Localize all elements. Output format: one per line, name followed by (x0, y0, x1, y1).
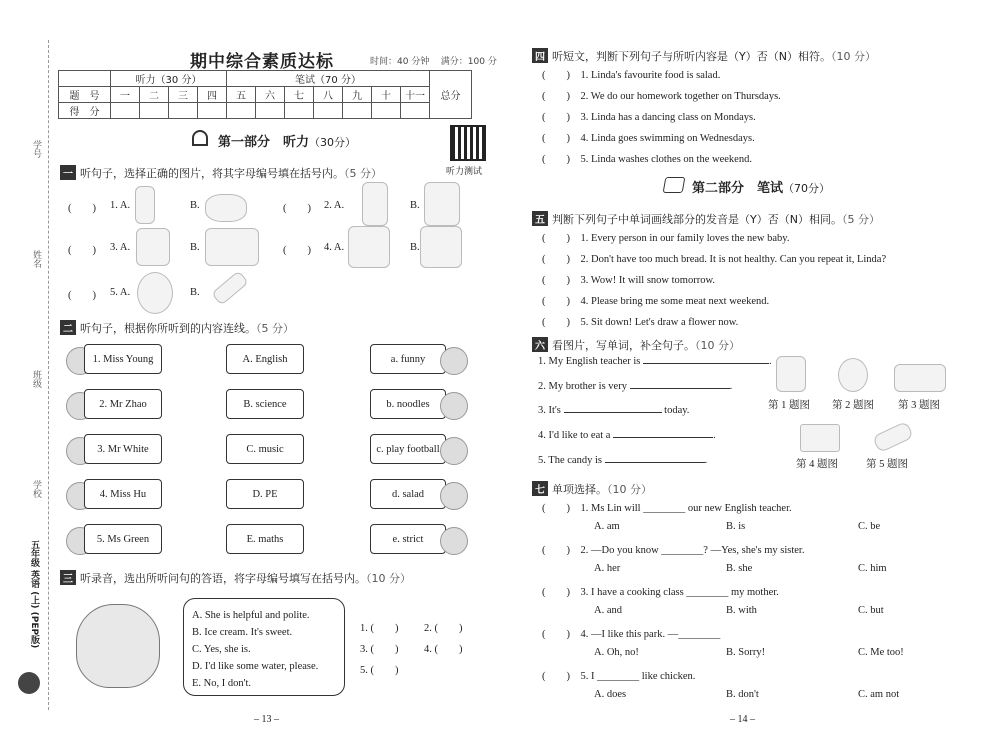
candy-icon (872, 421, 914, 453)
fill-blank[interactable] (613, 437, 713, 438)
fill-item (538, 455, 707, 466)
choice-question[interactable]: ( ) 3. I have a cooking class ________ my mother. (542, 587, 779, 598)
listening-header: 听力（30 分） (111, 71, 227, 87)
choice-option[interactable]: A. does (594, 689, 627, 700)
judge-item[interactable]: ( ) 4. Please bring me some meat next weekend. (542, 296, 770, 307)
judge-item[interactable]: ( ) 5. Linda washes clothes on the weekend. (542, 154, 752, 165)
section-7-heading (532, 481, 652, 497)
score-cell[interactable] (111, 103, 140, 119)
fill-item (538, 356, 772, 367)
qr-code-icon[interactable] (450, 125, 486, 161)
written-header: 笔试（70 分） (227, 71, 430, 87)
answer-paren[interactable]: ( ) (68, 245, 96, 256)
choice-option[interactable]: C. Me too! (858, 647, 904, 658)
match-left-item[interactable]: 4. Miss Hu (84, 479, 162, 509)
match-left-item[interactable]: 2. Mr Zhao (84, 389, 162, 419)
question-number: 七 (285, 87, 314, 103)
page-title: 期中综合素质达标 (190, 52, 334, 72)
match-middle-item[interactable]: C. music (226, 434, 304, 464)
question-text: 5. I ________ like chicken. (580, 671, 696, 682)
fill-blank[interactable] (564, 412, 662, 413)
judge-text: 5. Sit down! Let's draw a flower now. (580, 317, 739, 328)
girl-tv-icon (205, 228, 259, 266)
question-text: 3. I have a cooking class ________ my mother. (580, 587, 779, 598)
score-cell[interactable] (169, 103, 198, 119)
section-number: 一 (60, 165, 76, 180)
part1-points: （30分） (309, 136, 357, 149)
cooking-man-icon (424, 182, 460, 226)
fill-post: . (704, 455, 708, 466)
question-text: 1. Ms Lin will ________ our new English teacher. (580, 503, 792, 514)
picture-caption: 第 5 题图 (866, 459, 908, 470)
match-middle-item[interactable]: B. science (226, 389, 304, 419)
question-number: 三 (169, 87, 198, 103)
score-cell[interactable] (401, 103, 430, 119)
judge-item[interactable]: ( ) 5. Sit down! Let's draw a flower now. (542, 317, 739, 328)
question-number: 九 (343, 87, 372, 103)
margin-label-school: 学校 (31, 480, 41, 498)
match-right-item[interactable]: c. play football (370, 434, 446, 464)
question-number: 5. A. (110, 287, 131, 298)
choice-option[interactable]: C. but (858, 605, 884, 616)
weekday-characters-icon (894, 364, 946, 392)
fill-pre: 5. The candy is (538, 455, 602, 466)
judge-item[interactable]: ( ) 1. Linda's favourite food is salad. (542, 70, 721, 81)
match-middle-item[interactable]: D. PE (226, 479, 304, 509)
judge-text: 5. Linda washes clothes on the weekend. (580, 154, 752, 165)
score-cell[interactable] (227, 103, 256, 119)
section-number: 四 (532, 48, 548, 63)
bird-icon (76, 604, 160, 688)
section-number: 二 (60, 320, 76, 335)
score-corner (59, 71, 111, 87)
question-number: 一 (111, 87, 140, 103)
choice-question[interactable]: ( ) 4. —I like this park. —________ (542, 629, 721, 640)
question-number: 四 (198, 87, 227, 103)
margin-label-class: 班级 (31, 370, 41, 388)
ice-cream-icon (211, 270, 249, 305)
question-number: 3. A. (110, 242, 131, 253)
part2-points: （70分） (783, 182, 831, 195)
qr-label: 听力测试 (446, 167, 483, 177)
choice-option[interactable]: B. Sorry! (726, 647, 766, 658)
section-number: 六 (532, 337, 548, 352)
question-number: 2. A. (324, 200, 345, 211)
cat-icon (440, 392, 468, 420)
choice-option[interactable]: A. Oh, no! (594, 647, 639, 658)
section-points: （5 分） (256, 322, 294, 335)
score-cell[interactable] (285, 103, 314, 119)
fill-pre: 1. My English teacher is (538, 356, 641, 367)
question-number: 十一 (401, 87, 430, 103)
section-instructions: 听句子，根据你所听到的内容连线。 (80, 322, 256, 335)
choice-option[interactable]: B. don't (726, 689, 759, 700)
part1-heading (218, 131, 356, 150)
answer-paren[interactable]: ( ) (68, 203, 96, 214)
fill-post: . (729, 381, 733, 392)
fill-item (538, 405, 689, 416)
fill-item (538, 381, 732, 392)
part2-heading (692, 177, 830, 196)
section-instructions: 单项选择。 (552, 483, 607, 496)
choice-option[interactable]: B. is (726, 521, 746, 532)
section-points: （10 分） (607, 483, 652, 496)
answer-paren[interactable]: ( ) (283, 203, 311, 214)
fill-post: today. (664, 405, 690, 416)
section-instructions: 判断下列句子中单词画线部分的发音是（Y）否（N）相同。 (552, 213, 842, 226)
judge-text: 2. We do our homework together on Thursdays. (580, 91, 781, 102)
margin-label-student-number: 学号 (31, 140, 41, 158)
answer-paren[interactable]: ( ) (283, 245, 311, 256)
section-instructions: 听句子，选择正确的图片，将其字母编号填在括号内。 (80, 167, 344, 180)
picture-caption: 第 1 题图 (768, 400, 810, 411)
judge-item[interactable]: ( ) 4. Linda goes swimming on Wednesdays. (542, 133, 755, 144)
section-points: （10 分） (830, 50, 876, 63)
question-number: 十 (372, 87, 401, 103)
answer-blank[interactable]: 1. ( ) (360, 623, 399, 634)
judge-text: 4. Linda goes swimming on Wednesdays. (580, 133, 755, 144)
page-number-right: – 14 – (730, 714, 755, 725)
fill-blank[interactable] (643, 363, 769, 364)
question-number: 二 (140, 87, 169, 103)
answer-paren[interactable]: ( ) (68, 290, 96, 301)
score-cell[interactable] (343, 103, 372, 119)
choice-question[interactable]: ( ) 2. —Do you know ________? —Yes, she's my sister. (542, 545, 805, 556)
judge-item[interactable]: ( ) 1. Every person in our family loves the new baby. (542, 233, 790, 244)
judge-text: 3. Linda has a dancing class on Mondays. (580, 112, 756, 123)
part1-title: 第一部分 听力 (218, 135, 310, 150)
section-number: 五 (532, 211, 548, 226)
cat-icon (440, 347, 468, 375)
section-4-heading (532, 48, 876, 64)
match-middle-item[interactable]: E. maths (226, 524, 304, 554)
answer-option: B. Ice cream. It's sweet. (192, 627, 293, 638)
cat-icon (440, 482, 468, 510)
section-number: 三 (60, 570, 76, 585)
question-number: 4. A. (324, 242, 345, 253)
score-cell[interactable] (198, 103, 227, 119)
question-number: 五 (227, 87, 256, 103)
girl-reading-icon (136, 228, 170, 266)
choice-question[interactable]: ( ) 1. Ms Lin will ________ our new English teacher. (542, 503, 792, 514)
score-cell[interactable] (372, 103, 401, 119)
fill-pre: 4. I'd like to eat a (538, 430, 611, 441)
judge-item[interactable]: ( ) 2. We do our homework together on Thursdays. (542, 91, 781, 102)
answer-option: C. Yes, she is. (192, 644, 251, 655)
match-left-item[interactable]: 1. Miss Young (84, 344, 162, 374)
section-1-heading (60, 165, 382, 181)
binding-line (48, 40, 49, 710)
picture-caption: 第 3 题图 (898, 400, 940, 411)
choice-option[interactable]: C. be (858, 521, 881, 532)
score-cell[interactable] (140, 103, 169, 119)
time-limit: 时间：40 分钟 (370, 57, 430, 67)
section-points: （10 分） (366, 572, 411, 585)
section-instructions: 听录音，选出所听问句的答语，将字母编号填写在括号内。 (80, 572, 366, 585)
section-2-heading (60, 320, 294, 336)
judge-item[interactable]: ( ) 3. Linda has a dancing class on Mondays. (542, 112, 756, 123)
match-left-item[interactable]: 3. Mr White (84, 434, 162, 464)
question-text: 4. —I like this park. —________ (580, 629, 721, 640)
option-label: B. (190, 200, 200, 211)
section-instructions: 听短文，判断下列句子与所听内容是（Y）否（N）相符。 (552, 50, 831, 63)
boy-icon (838, 358, 868, 392)
match-right-item[interactable]: a. funny (370, 344, 446, 374)
fill-pre: 3. It's (538, 405, 561, 416)
option-label: B. (410, 242, 420, 253)
question-text: 2. —Do you know ________? —Yes, she's my sister. (580, 545, 805, 556)
judge-text: 4. Please bring me some meat next weekend. (580, 296, 770, 307)
fill-blank[interactable] (630, 388, 730, 389)
brand-label: 五年级 英语 (上) (PEP版) (29, 540, 39, 649)
pen-paper-icon (663, 177, 686, 193)
score-cell[interactable] (256, 103, 285, 119)
cat-icon (440, 527, 468, 555)
picture-caption: 第 4 题图 (796, 459, 838, 470)
answer-blank[interactable]: 2. ( ) (424, 623, 463, 634)
fruit-basket-icon (137, 272, 173, 314)
sandwich-icon (800, 424, 840, 452)
girl-icon (362, 182, 388, 226)
section-3-heading (60, 570, 411, 586)
section-points: （10 分） (695, 339, 740, 352)
answer-blank[interactable]: 3. ( ) (360, 644, 399, 655)
section-number: 七 (532, 481, 548, 496)
fill-item (538, 430, 716, 441)
option-label: B. (190, 242, 200, 253)
choice-option[interactable]: B. she (726, 563, 753, 574)
fill-post: . (713, 430, 716, 441)
answer-option: D. I'd like some water, please. (192, 661, 319, 672)
fill-pre: 2. My brother is very (538, 381, 627, 392)
teapot-icon (205, 194, 247, 222)
score-table (58, 70, 472, 119)
judge-item[interactable]: ( ) 3. Wow! It will snow tomorrow. (542, 275, 715, 286)
row-label-number: 题 号 (59, 87, 111, 103)
choice-option[interactable]: A. and (594, 605, 622, 616)
choice-option[interactable]: C. am not (858, 689, 900, 700)
judge-item[interactable]: ( ) 2. Don't have too much bread. It is not healthy. Can you repeat it, Linda? (542, 254, 887, 265)
picture-caption: 第 2 题图 (832, 400, 874, 411)
margin-label-name: 姓名 (31, 250, 41, 268)
choice-option[interactable]: C. him (858, 563, 887, 574)
option-label: B. (410, 200, 420, 211)
chinese-characters-icon (420, 226, 462, 268)
answer-options-bubble (183, 598, 345, 696)
match-middle-item[interactable]: A. English (226, 344, 304, 374)
teacher-icon (776, 356, 806, 392)
option-label: B. (190, 287, 200, 298)
judge-text: 1. Every person in our family loves the new baby. (580, 233, 790, 244)
section-5-heading (532, 211, 880, 227)
answer-option: A. She is helpful and polite. (192, 610, 310, 621)
page-number-left: – 13 – (254, 714, 279, 725)
choice-question[interactable]: ( ) 5. I ________ like chicken. (542, 671, 696, 682)
section-points: （5 分） (344, 167, 382, 180)
score-cell[interactable] (314, 103, 343, 119)
answer-blank[interactable]: 4. ( ) (424, 644, 463, 655)
judge-text: 1. Linda's favourite food is salad. (580, 70, 721, 81)
section-points: （5 分） (841, 213, 880, 226)
abc-letters-icon (348, 226, 390, 268)
brand-logo-icon (18, 672, 40, 694)
headphones-icon (192, 130, 208, 146)
question-number: 1. A. (110, 200, 131, 211)
fill-blank[interactable] (605, 462, 705, 463)
question-number: 八 (314, 87, 343, 103)
part2-title: 第二部分 笔试 (692, 181, 784, 196)
judge-text: 2. Don't have too much bread. It is not healthy. Can you repeat it, Linda? (580, 254, 887, 265)
answer-blank[interactable]: 5. ( ) (360, 665, 399, 676)
cat-icon (440, 437, 468, 465)
row-label-score: 得 分 (59, 103, 111, 119)
match-right-item[interactable]: d. salad (370, 479, 446, 509)
fill-post: . (768, 356, 772, 367)
choice-option[interactable]: A. am (594, 521, 620, 532)
choice-option[interactable]: A. her (594, 563, 621, 574)
judge-text: 3. Wow! It will snow tomorrow. (580, 275, 715, 286)
exam-meta (370, 54, 497, 67)
match-right-item[interactable]: b. noodles (370, 389, 446, 419)
total-header: 总分 (430, 71, 472, 119)
section-6-heading (532, 337, 740, 353)
full-score: 满分：100 分 (440, 57, 497, 67)
choice-option[interactable]: B. with (726, 605, 757, 616)
answer-option: E. No, I don't. (192, 678, 252, 689)
milk-bottle-icon (135, 186, 155, 224)
match-left-item[interactable]: 5. Ms Green (84, 524, 162, 554)
section-instructions: 看图片，写单词，补全句子。 (552, 339, 695, 352)
question-number: 六 (256, 87, 285, 103)
match-right-item[interactable]: e. strict (370, 524, 446, 554)
